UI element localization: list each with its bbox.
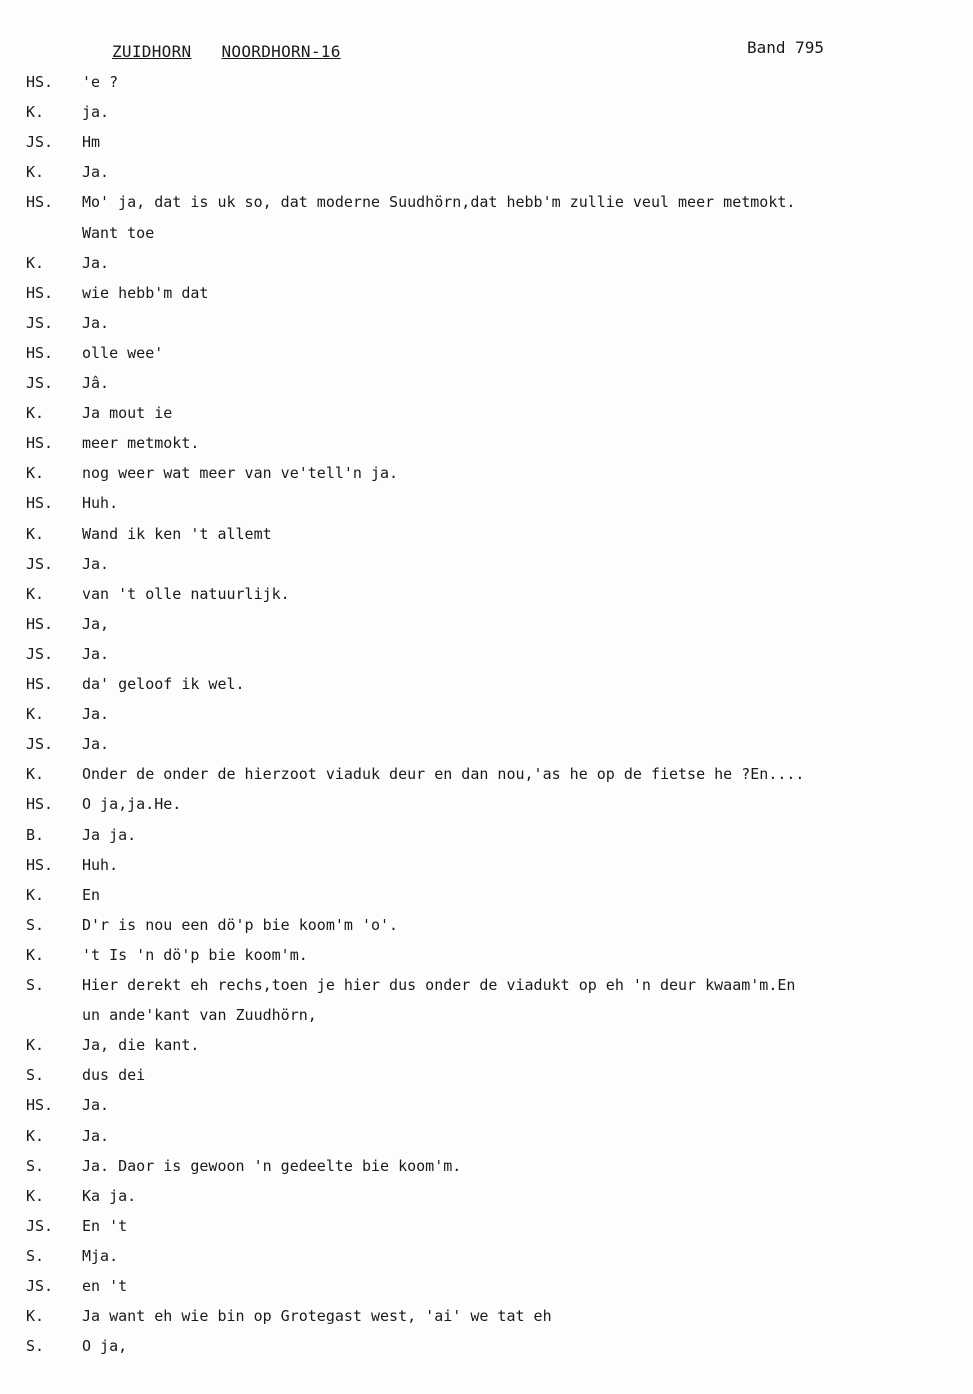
utterance-text: un ande'kant van Zuudhörn, (82, 1006, 317, 1024)
transcript-line (0, 1336, 973, 1366)
speaker-label: K. (26, 163, 45, 181)
speaker-label: K. (26, 404, 45, 422)
utterance-text: Ja, (82, 615, 110, 633)
utterance-text: 'e ? (82, 73, 119, 91)
speaker-label: HS. (26, 856, 54, 874)
transcript-line (0, 584, 973, 614)
utterance-text: En 't (82, 1217, 128, 1235)
utterance-text: en 't (82, 1277, 128, 1295)
utterance-text: Hm (82, 133, 101, 151)
speaker-label: JS. (26, 735, 54, 753)
utterance-text: Ja ja. (82, 826, 137, 844)
utterance-text: Mo' ja, dat is uk so, dat moderne Suudhörn,dat hebb'm zullie veul meer metmokt. (82, 193, 796, 211)
transcript-line (0, 794, 973, 824)
speaker-label: S. (26, 1337, 45, 1355)
utterance-text: Wand ik ken 't allemt (82, 525, 272, 543)
transcript-line (0, 313, 973, 343)
speaker-label: HS. (26, 434, 54, 452)
transcript-line (0, 1216, 973, 1246)
utterance-text: Ja. (82, 555, 110, 573)
speaker-label: K. (26, 1127, 45, 1145)
transcript-line (0, 855, 973, 885)
utterance-text: Huh. (82, 494, 119, 512)
speaker-label: JS. (26, 133, 54, 151)
speaker-label: JS. (26, 1277, 54, 1295)
utterance-text: Mja. (82, 1247, 119, 1265)
speaker-label: JS. (26, 555, 54, 573)
utterance-text: D'r is nou een dö'p bie koom'm 'o'. (82, 916, 399, 934)
utterance-text: Ja. (82, 735, 110, 753)
speaker-label: HS. (26, 193, 54, 211)
transcript-line (0, 253, 973, 283)
transcript-line (0, 283, 973, 313)
speaker-label: K. (26, 525, 45, 543)
speaker-label: HS. (26, 795, 54, 813)
speaker-label: K. (26, 886, 45, 904)
utterance-text: Ja. (82, 645, 110, 663)
utterance-text: dus dei (82, 1066, 146, 1084)
transcript-line (0, 1126, 973, 1156)
transcript-line (0, 1246, 973, 1276)
transcript-line (0, 1065, 973, 1095)
utterance-text: Ja. (82, 1127, 110, 1145)
speaker-label: HS. (26, 615, 54, 633)
transcript-line (0, 825, 973, 855)
speaker-label: B. (26, 826, 45, 844)
utterance-text: Ja. (82, 163, 110, 181)
transcript-line (0, 433, 973, 463)
header-band: Band 795 (747, 38, 825, 57)
speaker-label: S. (26, 1247, 45, 1265)
utterance-text: wie hebb'm dat (82, 284, 209, 302)
utterance-text: Ja mout ie (82, 404, 173, 422)
transcript-line (0, 403, 973, 433)
transcript-line (0, 223, 973, 253)
transcript-line (0, 885, 973, 915)
transcript-line (0, 373, 973, 403)
speaker-label: HS. (26, 284, 54, 302)
header-places (112, 42, 341, 61)
transcript-line (0, 644, 973, 674)
transcript-line (0, 162, 973, 192)
speaker-label: S. (26, 1066, 45, 1084)
speaker-label: HS. (26, 1096, 54, 1114)
transcript-line (0, 1156, 973, 1186)
utterance-text: 't Is 'n dö'p bie koom'm. (82, 946, 308, 964)
speaker-label: HS. (26, 494, 54, 512)
transcript-line (0, 1035, 973, 1065)
utterance-text: Ja. (82, 705, 110, 723)
utterance-text: Jâ. (82, 374, 110, 392)
utterance-text: nog weer wat meer van ve'tell'n ja. (82, 464, 399, 482)
speaker-label: K. (26, 765, 45, 783)
utterance-text: olle wee' (82, 344, 164, 362)
transcript-line (0, 1276, 973, 1306)
utterance-text: Ja. (82, 254, 110, 272)
speaker-label: K. (26, 585, 45, 603)
utterance-text: Ja want eh wie bin op Grotegast west, 'ai' we tat eh (82, 1307, 552, 1325)
utterance-text: O ja, (82, 1337, 128, 1355)
utterance-text: Onder de onder de hierzoot viaduk deur en dan nou,'as he op de fietse he ?En.... (82, 765, 805, 783)
speaker-label: JS. (26, 645, 54, 663)
transcript-line (0, 704, 973, 734)
speaker-label: K. (26, 464, 45, 482)
speaker-label: K. (26, 103, 45, 121)
transcript-line (0, 102, 973, 132)
transcript-line (0, 72, 973, 102)
transcript-line (0, 554, 973, 584)
utterance-text: Ja. Daor is gewoon 'n gedeelte bie koom'm. (82, 1157, 462, 1175)
header-place-zuidhorn: ZUIDHORN (112, 42, 192, 61)
transcript-line (0, 192, 973, 222)
utterance-text: da' geloof ik wel. (82, 675, 245, 693)
transcript-line (0, 674, 973, 704)
utterance-text: van 't olle natuurlijk. (82, 585, 290, 603)
utterance-text: Ja, die kant. (82, 1036, 200, 1054)
transcript-line (0, 524, 973, 554)
utterance-text: Huh. (82, 856, 119, 874)
speaker-label: S. (26, 916, 45, 934)
utterance-text: meer metmokt. (82, 434, 200, 452)
header-place-noordhorn: NOORDHORN-16 (221, 42, 341, 61)
speaker-label: JS. (26, 374, 54, 392)
speaker-label: HS. (26, 344, 54, 362)
transcript-line (0, 1306, 973, 1336)
utterance-text: ja. (82, 103, 110, 121)
transcript-line (0, 1005, 973, 1035)
utterance-text: Hier derekt eh rechs,toen je hier dus onder de viadukt op eh 'n deur kwaam'm.En (82, 976, 796, 994)
speaker-label: JS. (26, 1217, 54, 1235)
speaker-label: K. (26, 946, 45, 964)
speaker-label: K. (26, 254, 45, 272)
utterance-text: Ja. (82, 1096, 110, 1114)
speaker-label: HS. (26, 675, 54, 693)
utterance-text: En (82, 886, 101, 904)
speaker-label: S. (26, 1157, 45, 1175)
transcript-line (0, 1095, 973, 1125)
transcript-line (0, 1186, 973, 1216)
utterance-text: O ja,ja.He. (82, 795, 182, 813)
transcript-line (0, 343, 973, 373)
transcript-line (0, 915, 973, 945)
utterance-text: Want toe (82, 224, 155, 242)
speaker-label: S. (26, 976, 45, 994)
utterance-text: Ja. (82, 314, 110, 332)
transcript-line (0, 734, 973, 764)
speaker-label: HS. (26, 73, 54, 91)
transcript-line (0, 463, 973, 493)
transcript-line (0, 945, 973, 975)
transcript-line (0, 132, 973, 162)
speaker-label: K. (26, 1187, 45, 1205)
speaker-label: JS. (26, 314, 54, 332)
transcript-line (0, 614, 973, 644)
speaker-label: K. (26, 1307, 45, 1325)
speaker-label: K. (26, 1036, 45, 1054)
transcript-line (0, 764, 973, 794)
speaker-label: K. (26, 705, 45, 723)
transcript-line (0, 493, 973, 523)
utterance-text: Ka ja. (82, 1187, 137, 1205)
transcript-line (0, 975, 973, 1005)
